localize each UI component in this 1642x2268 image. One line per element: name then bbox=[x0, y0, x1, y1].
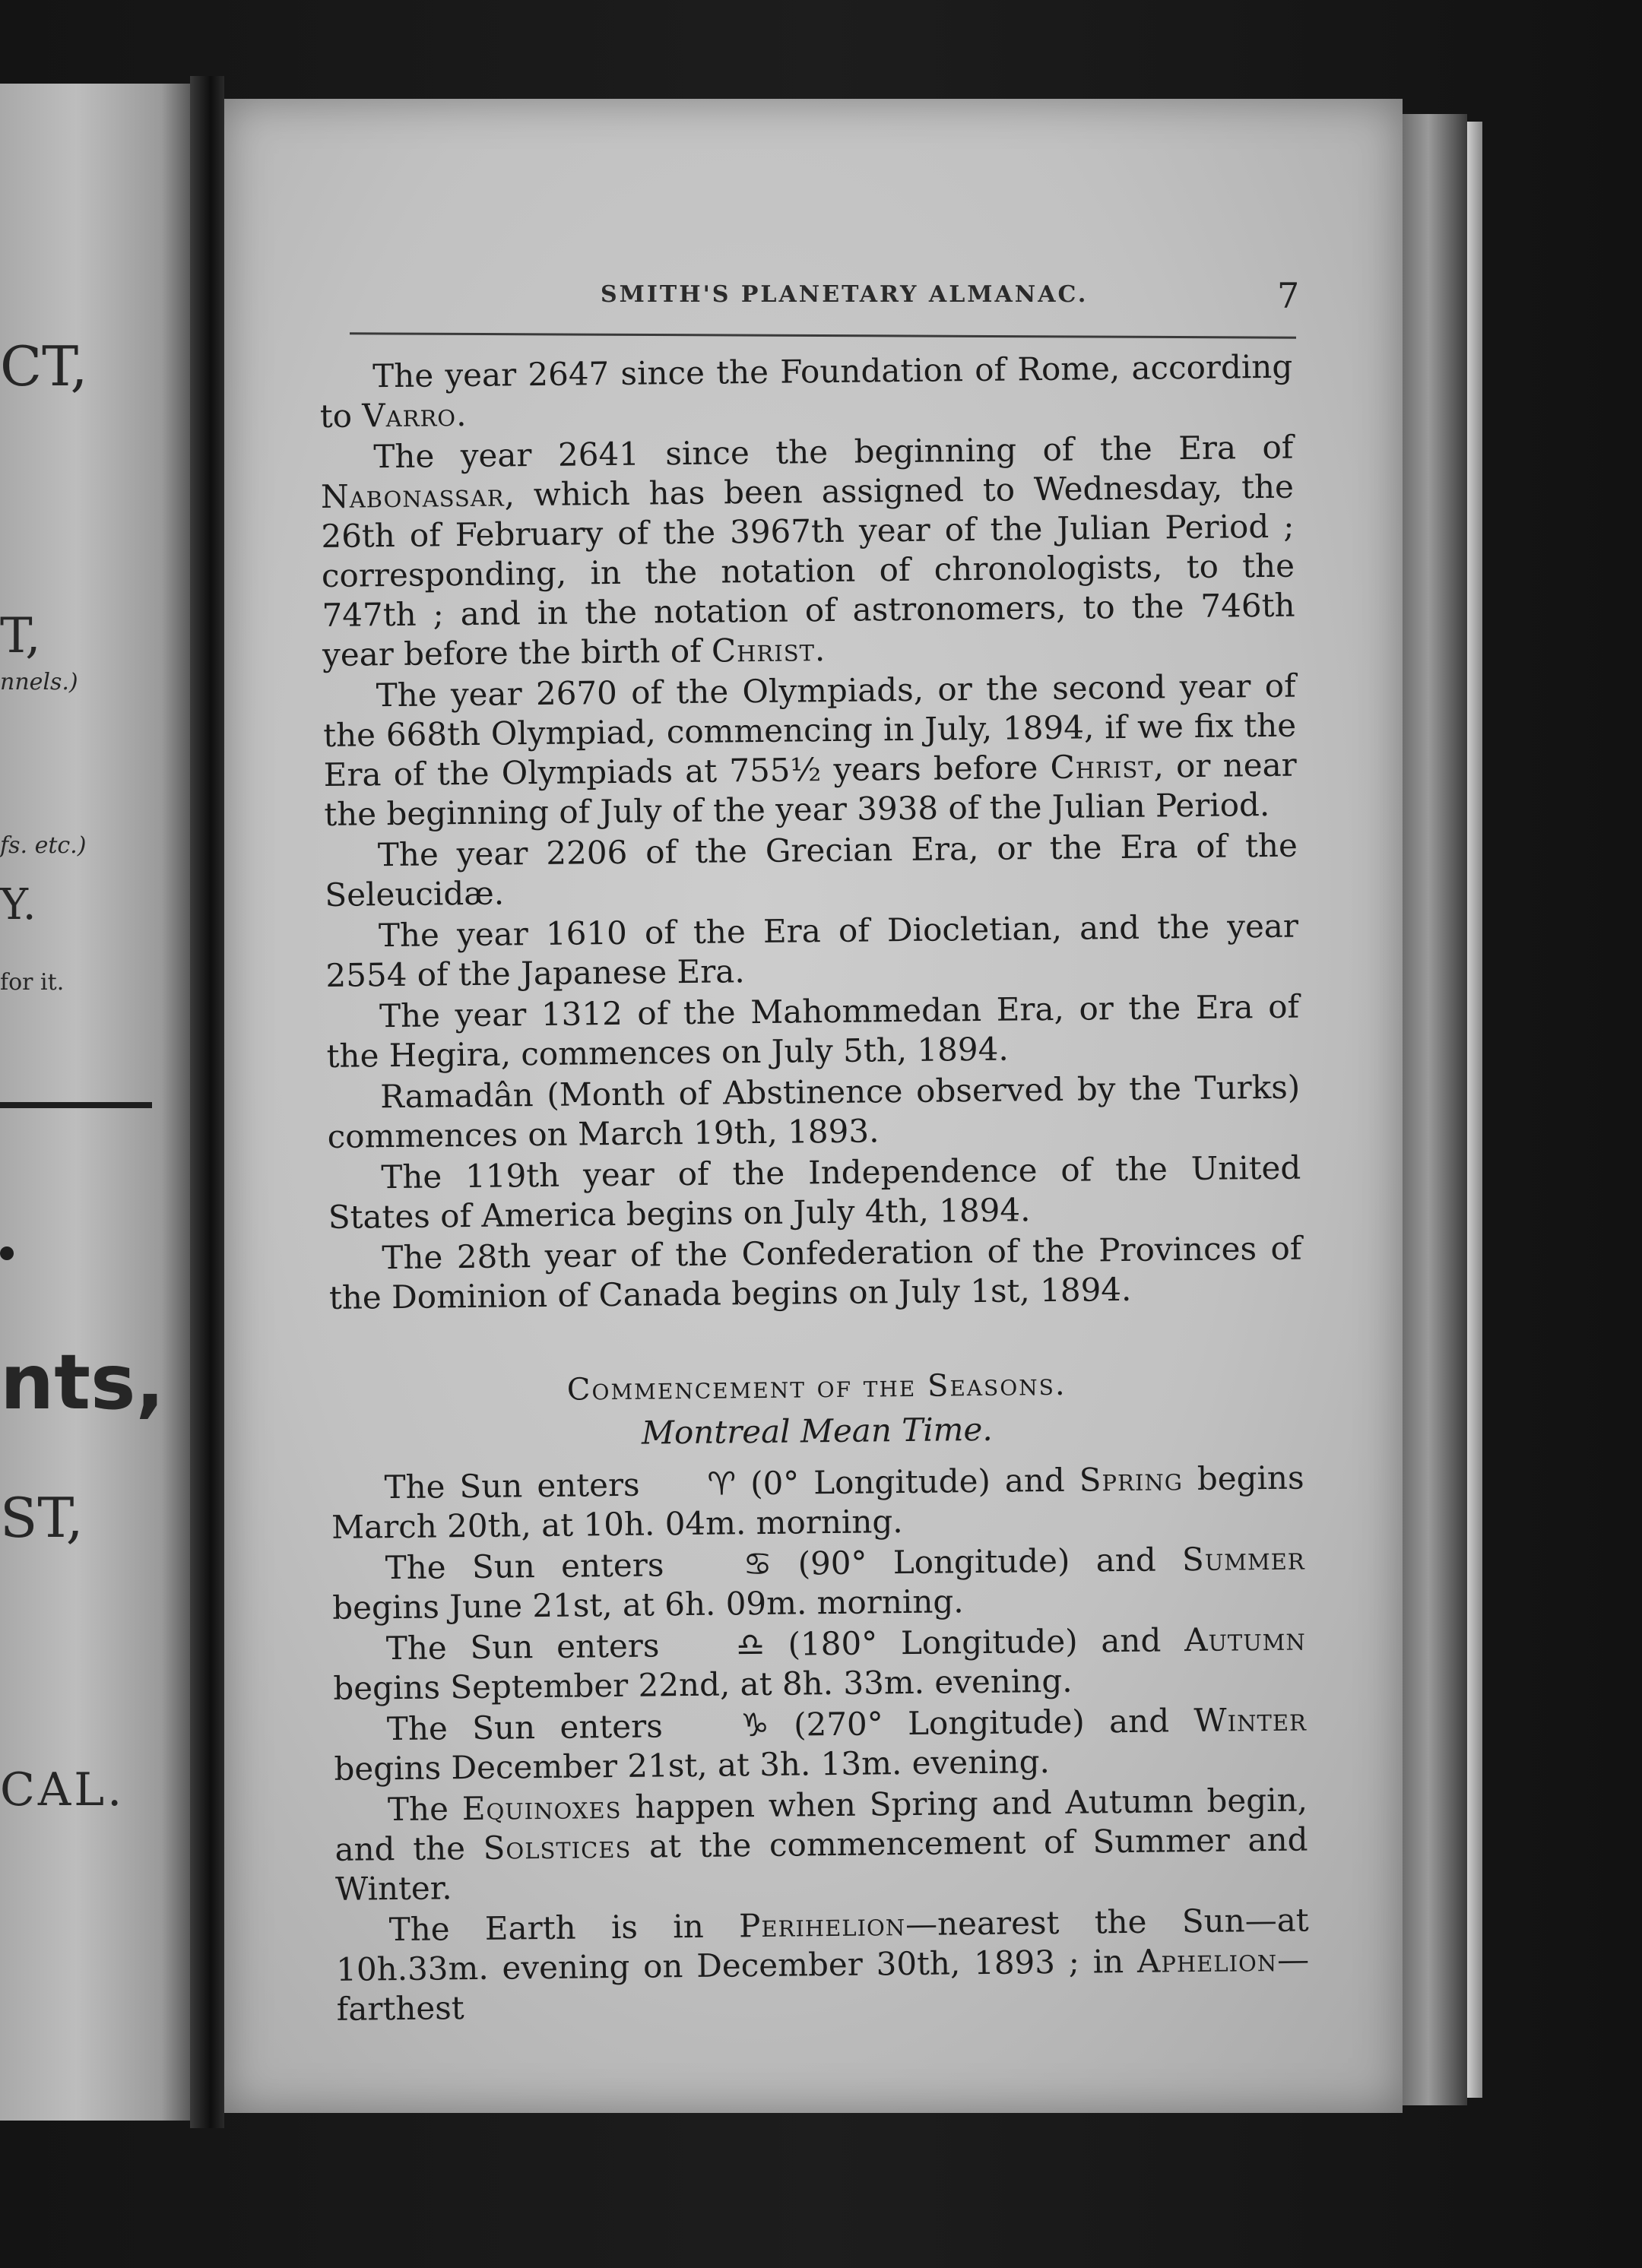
season-paragraph: The Earth is in Perihelion—nearest the Sun—at 10h.33m. evening on December 30th, 1893 ; in Aphelion—farthest bbox=[335, 1901, 1310, 2028]
page-number: 7 bbox=[1277, 275, 1300, 316]
page-edge-highlight bbox=[1467, 122, 1482, 2098]
era-paragraphs bbox=[319, 347, 1302, 1318]
left-fragment: CT, bbox=[0, 334, 88, 398]
left-rule bbox=[0, 1102, 152, 1108]
small-caps-term: Solstices bbox=[483, 1827, 632, 1867]
small-caps-term: Spring bbox=[1079, 1460, 1184, 1499]
page-body bbox=[319, 347, 1310, 2031]
small-caps-term: Aphelion bbox=[1136, 1940, 1278, 1980]
era-paragraph: The 119th year of the Independence of the United States of America begins on July 4th, 1894. bbox=[328, 1148, 1301, 1236]
season-paragraph: The Sun enters ♎ (180° Longitude) and Autumn begins September 22nd, at 8h. 33m. evening. bbox=[333, 1620, 1306, 1707]
era-paragraph: Ramadân (Month of Abstinence observed by the Turks) commences on March 19th, 1893. bbox=[327, 1068, 1301, 1155]
seasons-subtitle: Montreal Mean Time. bbox=[641, 1410, 993, 1452]
season-paragraph: The Sun enters ♑ (270° Longitude) and Winter begins December 21st, at 3h. 13m. evening. bbox=[334, 1700, 1308, 1788]
era-paragraph: The year 2670 of the Olympiads, or the second year of the 668th Olympiad, commencing in July, 1894, if we fix the Era of the Olympiads at 755½ years before Christ, or near the beginning of July of the year 3938 of the Julian Period. bbox=[322, 667, 1297, 833]
era-paragraph: The year 2206 of the Grecian Era, or the Era of the Seleucidæ. bbox=[325, 826, 1298, 914]
small-caps-term: Christ bbox=[1050, 747, 1154, 786]
small-caps-term: Varro bbox=[362, 396, 457, 435]
era-paragraph: The 28th year of the Confederation of the Provinces of the Dominion of Canada begins on July 1st, 1894. bbox=[328, 1229, 1302, 1316]
season-entries bbox=[331, 1459, 1310, 2029]
small-caps-term: Winter bbox=[1193, 1700, 1308, 1740]
running-head: SMITH'S PLANETARY ALMANAC. bbox=[601, 281, 1089, 308]
left-fragment: nnels.) bbox=[0, 669, 78, 695]
seasons-title: Commencement of the Seasons. bbox=[566, 1367, 1067, 1408]
left-dot bbox=[0, 1246, 14, 1260]
era-paragraph: The year 1312 of the Mahommedan Era, or the Era of the Hegira, commences on July 5th, 1894. bbox=[326, 987, 1300, 1075]
season-paragraph: The Sun enters ♋ (90° Longitude) and Summer begins June 21st, at 6h. 09m. morning. bbox=[331, 1539, 1305, 1627]
small-caps-term: Equinoxes bbox=[461, 1788, 622, 1828]
small-caps-term: Summer bbox=[1181, 1539, 1305, 1579]
era-paragraph: The year 2647 since the Foundation of Rome, according to Varro. bbox=[319, 347, 1293, 435]
season-paragraph: The Equinoxes happen when Spring and Autumn begin, and the Solstices at the commencement of Summer and Winter. bbox=[334, 1781, 1308, 1908]
left-fragment: nts, bbox=[0, 1338, 165, 1427]
book-gutter bbox=[190, 76, 224, 2128]
small-caps-term: Perihelion bbox=[738, 1905, 906, 1945]
left-facing-page bbox=[0, 84, 190, 2121]
left-fragment: for it. bbox=[0, 969, 65, 996]
page-edge bbox=[1403, 114, 1467, 2105]
season-paragraph: The Sun enters ♈ (0° Longitude) and Spring begins March 20th, at 10h. 04m. morning. bbox=[331, 1459, 1304, 1546]
small-caps-term: Autumn bbox=[1184, 1620, 1306, 1659]
small-caps-term: Christ bbox=[711, 631, 816, 670]
zodiac-sign-icon: ♑ bbox=[740, 1706, 770, 1744]
left-fragment: fs. etc.) bbox=[0, 832, 87, 859]
era-paragraph: The year 2641 since the beginning of the Era of Nabonassar, which has been assigned to Wednesday, the 26th of February of the 3967th year of the Julian Period ; corresponding, in the notation of chronologists, to the 747th ; and in the notation of astronomers, to the 746th year before the birth of Christ. bbox=[320, 428, 1295, 673]
zodiac-sign-icon: ♋ bbox=[743, 1544, 772, 1583]
left-fragment: CAL. bbox=[0, 1763, 125, 1817]
zodiac-sign-icon: ♎ bbox=[735, 1625, 766, 1664]
left-fragment: ST, bbox=[0, 1486, 84, 1550]
zodiac-sign-icon: ♈ bbox=[707, 1465, 737, 1503]
small-caps-term: Nabonassar bbox=[320, 476, 505, 515]
left-fragment: Y. bbox=[0, 880, 36, 930]
era-paragraph: The year 1610 of the Era of Diocletian, and the year 2554 of the Japanese Era. bbox=[325, 907, 1299, 994]
left-fragment: T, bbox=[0, 608, 41, 664]
